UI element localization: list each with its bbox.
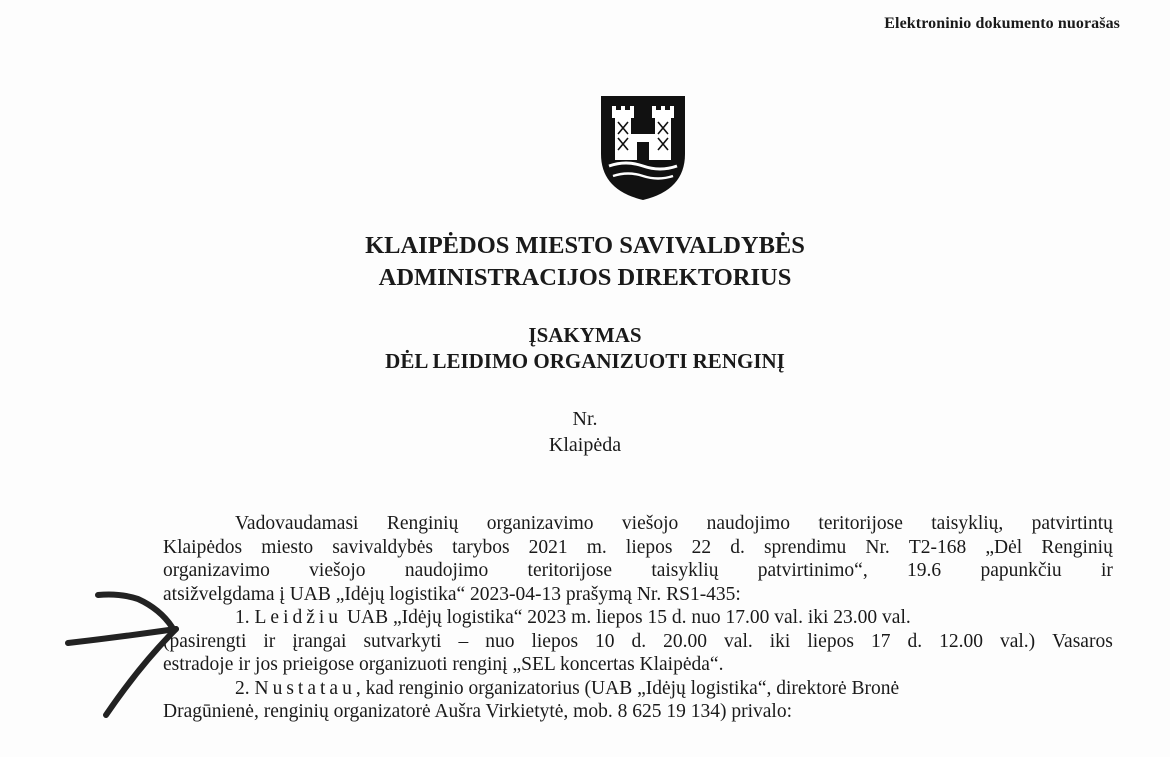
title-line-2: ADMINISTRACIJOS DIREKTORIUS: [378, 264, 792, 291]
body-line: Vadovaudamasi Renginių organizavimo viešojo naudojimo teritorijose taisyklių, patvirtintų: [235, 513, 1113, 534]
coat-of-arms-icon: [599, 94, 687, 202]
item-2-line-1: [163, 677, 1113, 701]
item-1-line-2: (pasirengti ir įrangai sutvarkyti – nuo liepos 10 d. 20.00 val. iki liepos 17 d. 12.00 val.) Vasaros: [163, 630, 1113, 652]
item-1-text: UAB „Idėjų logistika“ 2023 m. liepos 15 d. nuo 17.00 val. iki 23.00 val.: [346, 607, 911, 628]
body-line: Klaipėdos miesto savivaldybės tarybos 2021 m. liepos 22 d. sprendimu Nr. T2-168 „Dėl Renginių: [163, 536, 1113, 558]
hand-drawn-arrow-icon: [60, 585, 200, 725]
item-2-number: 2.: [235, 677, 250, 699]
doc-number-label: Nr.: [572, 408, 598, 430]
body-line: organizavimo viešojo naudojimo teritorijose taisyklių patvirtinimo“, 19.6 papunkčiu ir: [163, 560, 1113, 581]
doc-subject: DĖL LEIDIMO ORGANIZUOTI RENGINĮ: [385, 349, 785, 373]
body-line: atsižvelgdama į UAB „Idėjų logistika“ 2023-04-13 prašymą Nr. RS1-435:: [163, 583, 741, 605]
title-line-1: KLAIPĖDOS MIESTO SAVIVALDYBĖS: [365, 232, 805, 259]
doc-type: ĮSAKYMAS: [528, 323, 642, 347]
doc-place: Klaipėda: [548, 434, 622, 456]
item-1-line-1: [163, 606, 1113, 630]
item-2-text: , kad renginio organizatorius (UAB „Idėjų logistika“, direktorė Bronė: [355, 677, 900, 699]
copy-note: Elektroninio dokumento nuorašas: [884, 15, 1120, 32]
item-1-keyword: Leidžiu: [254, 607, 343, 628]
document-body: [163, 512, 1113, 724]
item-2-line-2: Dragūnienė, renginių organizatorė Aušra Virkietytė, mob. 8 625 19 134) privalo:: [163, 701, 792, 722]
item-1-number: 1.: [235, 607, 250, 628]
item-1-line-3: estradoje ir jos prieigose organizuoti renginį „SEL koncertas Klaipėda“.: [163, 654, 724, 675]
item-2-keyword: Nustatau: [254, 677, 356, 699]
